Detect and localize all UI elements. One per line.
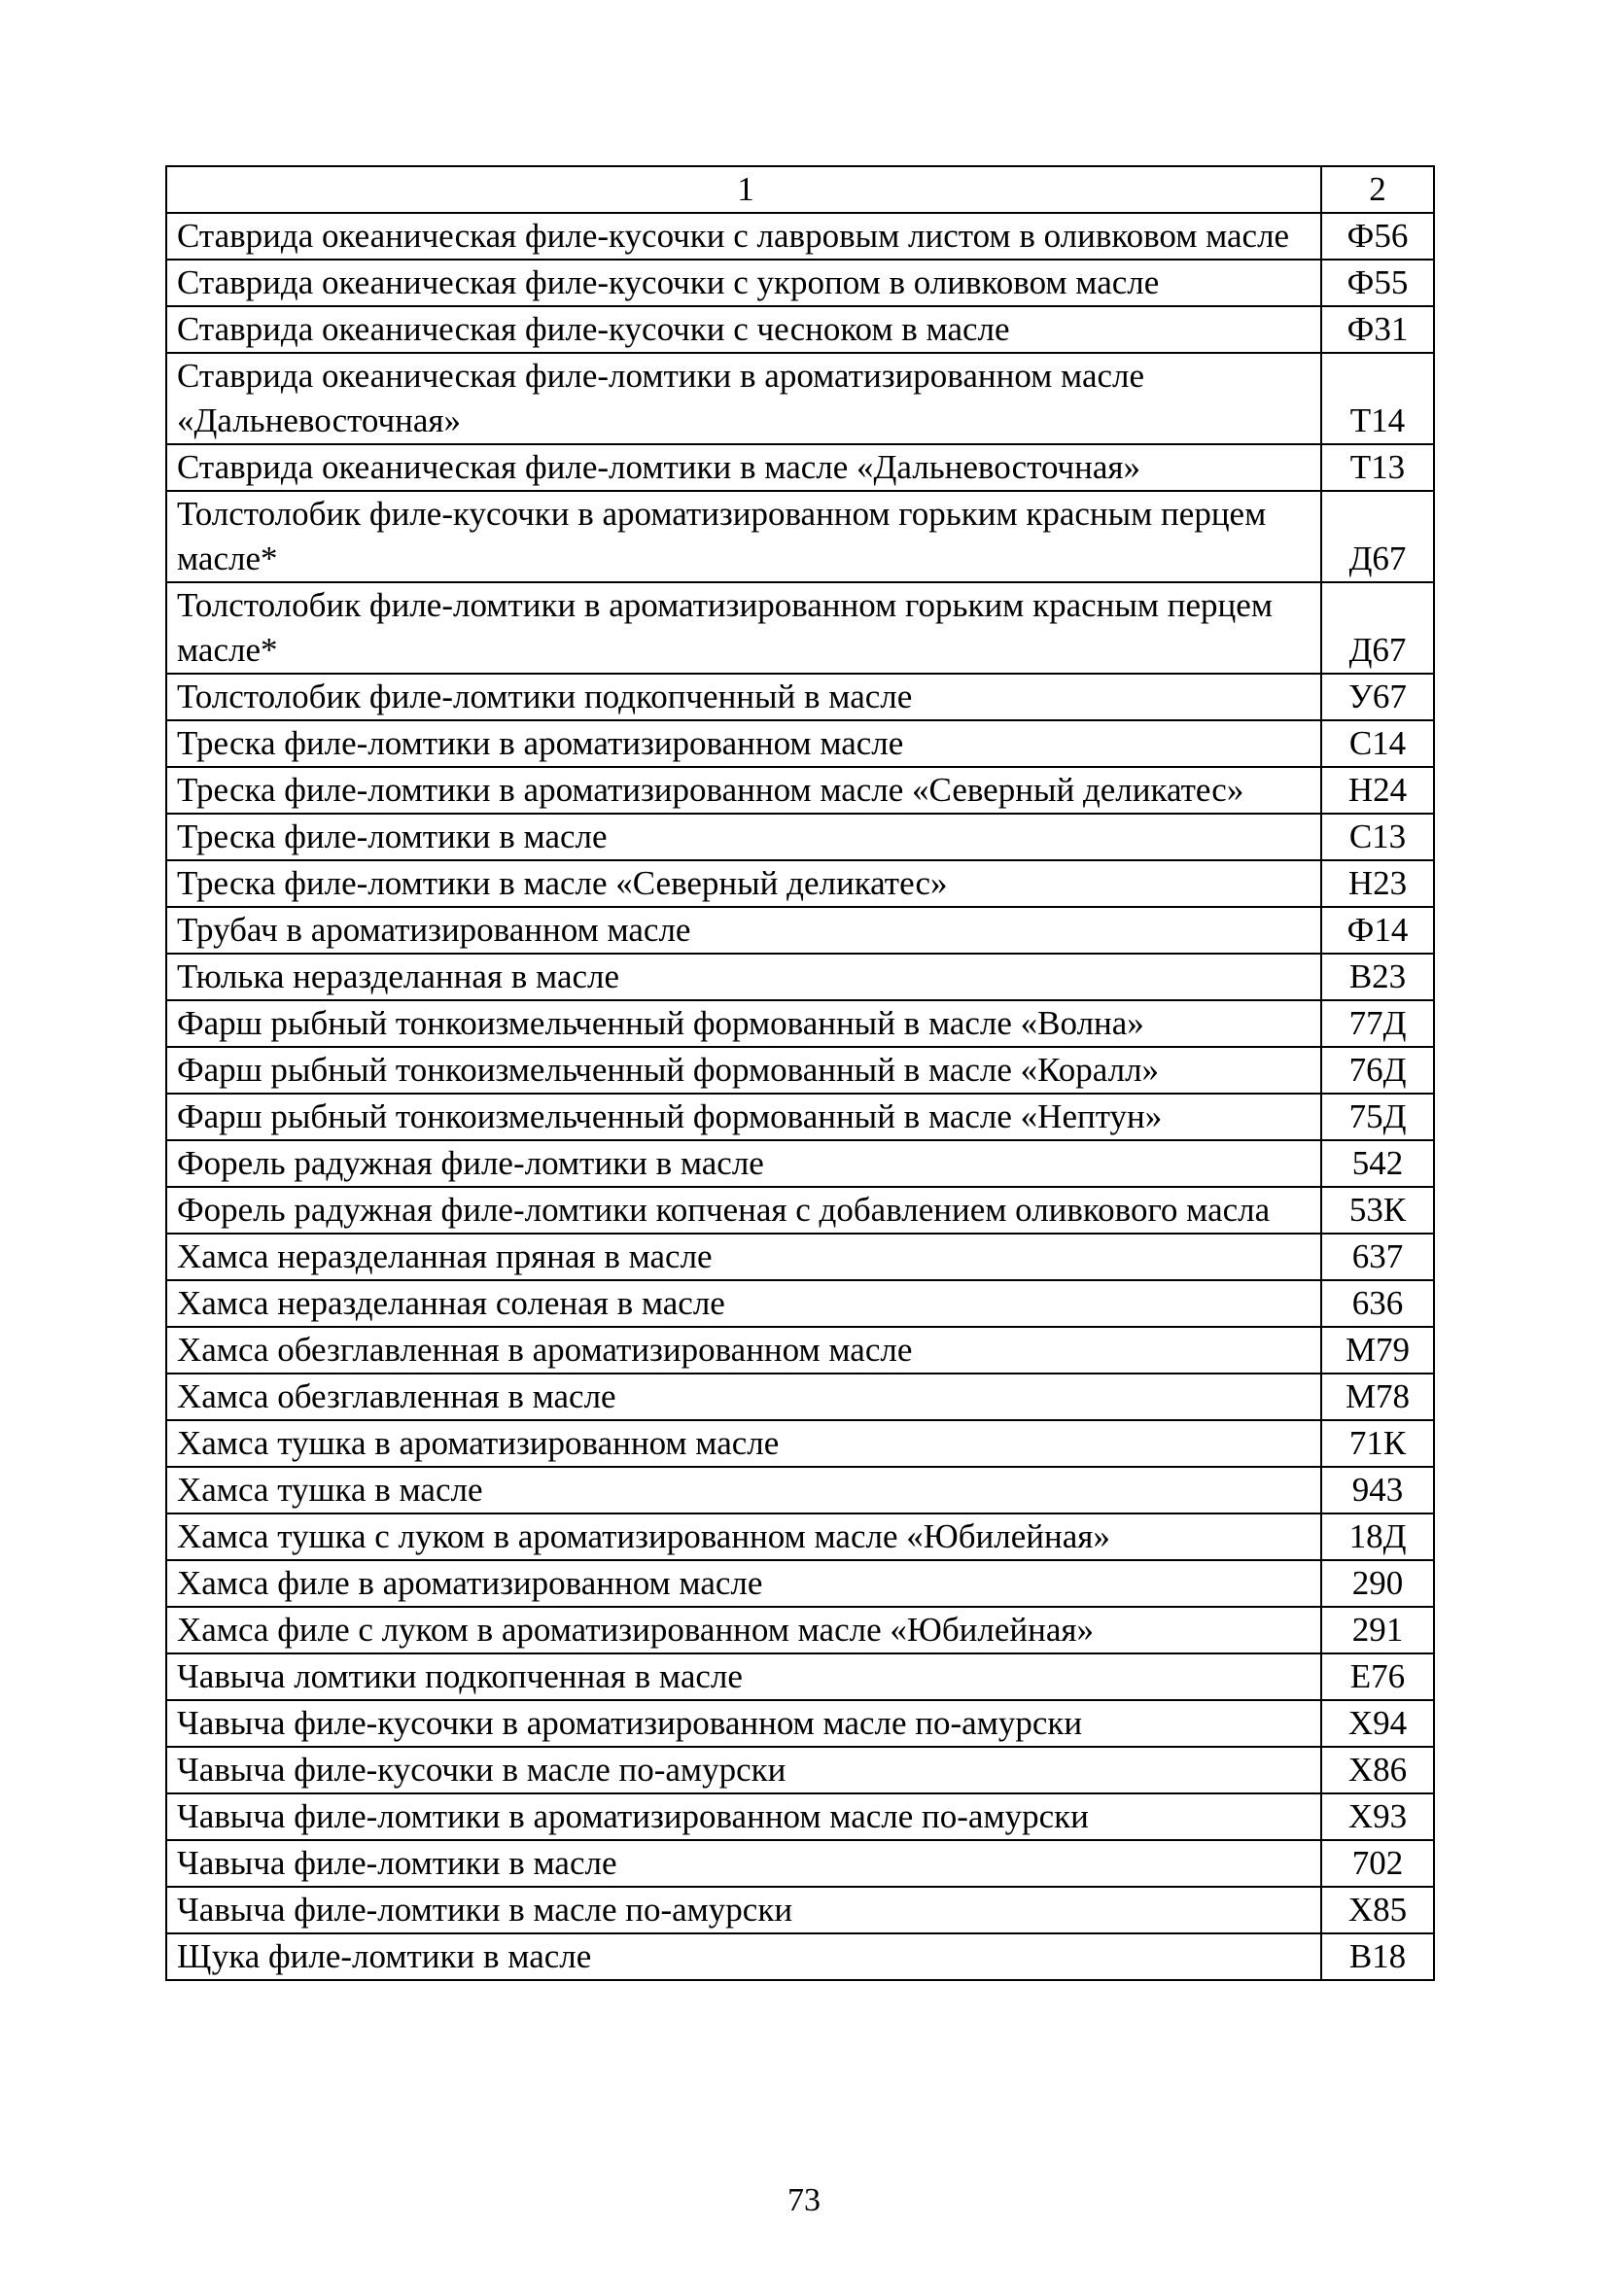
product-name-cell xyxy=(166,353,1321,444)
product-code: М78 xyxy=(1321,1374,1434,1420)
product-name: Хамса филе в ароматизированном масле xyxy=(177,1564,763,1602)
product-name-cell xyxy=(166,1607,1321,1653)
product-name: Чавыча филе-ломтики в ароматизированном масле по-амурски xyxy=(177,1797,1089,1835)
product-name-cell xyxy=(166,1840,1321,1887)
table-row xyxy=(166,1700,1434,1747)
product-name-cell xyxy=(166,1887,1321,1933)
table-row xyxy=(166,1374,1434,1420)
product-code: Д67 xyxy=(1321,582,1434,674)
product-code-table xyxy=(165,165,1435,1981)
table-row xyxy=(166,306,1434,353)
product-code: 53К xyxy=(1321,1187,1434,1234)
product-code: Д67 xyxy=(1321,491,1434,582)
product-name-cell xyxy=(166,814,1321,860)
product-name: Чавыча филе-кусочки в ароматизированном масле по-амурски xyxy=(177,1704,1083,1742)
product-name: Хамса обезглавленная в ароматизированном масле xyxy=(177,1331,913,1369)
table-body xyxy=(166,166,1434,1980)
product-name-cell xyxy=(166,1000,1321,1047)
table-row xyxy=(166,1467,1434,1513)
product-name: Чавыча филе-ломтики в масле по-амурски xyxy=(177,1891,793,1929)
product-name-cell xyxy=(166,1187,1321,1234)
table-row xyxy=(166,1933,1434,1980)
product-name-cell xyxy=(166,1700,1321,1747)
table-row xyxy=(166,767,1434,814)
column-number-1: 1 xyxy=(166,166,1321,213)
product-name: Треска филе-ломтики в масле «Северный деликатес» xyxy=(177,864,948,902)
product-code: Ф31 xyxy=(1321,306,1434,353)
product-name: Треска филе-ломтики в ароматизированном масле xyxy=(177,724,904,762)
product-code: Ф56 xyxy=(1321,213,1434,260)
table-row xyxy=(166,814,1434,860)
product-name: Хамса тушка с луком в ароматизированном масле «Юбилейная» xyxy=(177,1517,1110,1555)
product-name: Чавыча филе-кусочки в масле по-амурски xyxy=(177,1751,787,1789)
product-code: С13 xyxy=(1321,814,1434,860)
table-row xyxy=(166,1887,1434,1933)
product-name-cell xyxy=(166,1140,1321,1187)
product-name: Трубач в ароматизированном масле xyxy=(177,911,691,949)
table-row xyxy=(166,353,1434,444)
product-name-cell xyxy=(166,767,1321,814)
product-code: 77Д xyxy=(1321,1000,1434,1047)
product-name: Толстолобик филе-ломтики в ароматизированном горьким красным перцем масле* xyxy=(177,586,1273,669)
table-row xyxy=(166,1234,1434,1280)
product-code: 76Д xyxy=(1321,1047,1434,1094)
product-code: 702 xyxy=(1321,1840,1434,1887)
product-name: Ставрида океаническая филе-ломтики в масле «Дальневосточная» xyxy=(177,448,1141,486)
product-name-cell xyxy=(166,1747,1321,1793)
product-name-cell xyxy=(166,1653,1321,1700)
product-name-cell xyxy=(166,1560,1321,1607)
product-code: 75Д xyxy=(1321,1094,1434,1140)
product-name: Тюлька неразделанная в масле xyxy=(177,957,620,995)
table-row xyxy=(166,907,1434,954)
product-code: Т13 xyxy=(1321,444,1434,491)
table-row xyxy=(166,1747,1434,1793)
product-code: Н24 xyxy=(1321,767,1434,814)
table-row xyxy=(166,444,1434,491)
product-name: Фарш рыбный тонкоизмельченный формованный в масле «Волна» xyxy=(177,1004,1144,1042)
table-row xyxy=(166,1420,1434,1467)
product-name: Хамса обезглавленная в масле xyxy=(177,1377,616,1415)
table-row xyxy=(166,1513,1434,1560)
product-name-cell xyxy=(166,1047,1321,1094)
product-code: 18Д xyxy=(1321,1513,1434,1560)
product-code: Х94 xyxy=(1321,1700,1434,1747)
product-code: 542 xyxy=(1321,1140,1434,1187)
product-name: Чавыча филе-ломтики в масле xyxy=(177,1844,617,1882)
product-code: 290 xyxy=(1321,1560,1434,1607)
product-code: В18 xyxy=(1321,1933,1434,1980)
product-name: Хамса неразделанная пряная в масле xyxy=(177,1237,713,1275)
product-name-cell xyxy=(166,1420,1321,1467)
table-row xyxy=(166,860,1434,907)
product-code: Ф55 xyxy=(1321,260,1434,306)
product-code: Е76 xyxy=(1321,1653,1434,1700)
product-name: Форель радужная филе-ломтики в масле xyxy=(177,1144,764,1182)
product-name-cell xyxy=(166,1467,1321,1513)
product-name-cell xyxy=(166,1094,1321,1140)
table-row xyxy=(166,1047,1434,1094)
product-name-cell xyxy=(166,213,1321,260)
product-code: Ф14 xyxy=(1321,907,1434,954)
table-row xyxy=(166,674,1434,720)
product-code: Н23 xyxy=(1321,860,1434,907)
table-row xyxy=(166,1607,1434,1653)
table-row xyxy=(166,954,1434,1000)
product-name: Хамса тушка в масле xyxy=(177,1471,483,1509)
table-row xyxy=(166,1327,1434,1374)
product-name-cell xyxy=(166,582,1321,674)
product-name-cell xyxy=(166,720,1321,767)
product-code: Т14 xyxy=(1321,353,1434,444)
product-code: Х93 xyxy=(1321,1793,1434,1840)
product-name: Треска филе-ломтики в масле xyxy=(177,818,608,855)
table-row xyxy=(166,213,1434,260)
table-row xyxy=(166,1094,1434,1140)
product-code: В23 xyxy=(1321,954,1434,1000)
product-name-cell xyxy=(166,491,1321,582)
table-row xyxy=(166,1187,1434,1234)
product-code: 71К xyxy=(1321,1420,1434,1467)
product-code: Х86 xyxy=(1321,1747,1434,1793)
column-number-2: 2 xyxy=(1321,166,1434,213)
product-name-cell xyxy=(166,1933,1321,1980)
product-name: Фарш рыбный тонкоизмельченный формованный в масле «Нептун» xyxy=(177,1097,1163,1135)
product-code: М79 xyxy=(1321,1327,1434,1374)
product-name-cell xyxy=(166,1280,1321,1327)
product-name-cell xyxy=(166,860,1321,907)
product-code: 943 xyxy=(1321,1467,1434,1513)
product-name: Хамса неразделанная соленая в масле xyxy=(177,1284,725,1322)
table-row xyxy=(166,1280,1434,1327)
product-name-cell xyxy=(166,954,1321,1000)
product-name: Ставрида океаническая филе-кусочки с укропом в оливковом масле xyxy=(177,263,1160,301)
product-name-cell xyxy=(166,1374,1321,1420)
table-row xyxy=(166,1793,1434,1840)
product-name-cell xyxy=(166,1234,1321,1280)
product-name: Щука филе-ломтики в масле xyxy=(177,1937,592,1975)
product-name: Форель радужная филе-ломтики копченая с добавлением оливкового масла xyxy=(177,1191,1271,1229)
table-row xyxy=(166,1840,1434,1887)
product-name-cell xyxy=(166,674,1321,720)
table-row xyxy=(166,1140,1434,1187)
product-name-cell xyxy=(166,444,1321,491)
product-name-cell xyxy=(166,907,1321,954)
product-name-cell xyxy=(166,1793,1321,1840)
product-code: 291 xyxy=(1321,1607,1434,1653)
product-code: Х85 xyxy=(1321,1887,1434,1933)
product-code: 636 xyxy=(1321,1280,1434,1327)
table-row xyxy=(166,1653,1434,1700)
product-code: С14 xyxy=(1321,720,1434,767)
table-row xyxy=(166,491,1434,582)
product-name: Толстолобик филе-кусочки в ароматизированном горьким красным перцем масле* xyxy=(177,495,1267,577)
table-row xyxy=(166,260,1434,306)
product-name: Толстолобик филе-ломтики подкопченный в масле xyxy=(177,678,913,715)
product-name: Ставрида океаническая филе-кусочки с чесноком в масле xyxy=(177,310,1010,348)
product-name-cell xyxy=(166,260,1321,306)
table-row xyxy=(166,1560,1434,1607)
product-code: У67 xyxy=(1321,674,1434,720)
product-name: Ставрида океаническая филе-ломтики в ароматизированном масле «Дальневосточная» xyxy=(177,357,1145,439)
table-row xyxy=(166,582,1434,674)
product-name-cell xyxy=(166,1327,1321,1374)
product-name: Треска филе-ломтики в ароматизированном масле «Северный деликатес» xyxy=(177,771,1244,809)
product-name: Хамса тушка в ароматизированном масле xyxy=(177,1424,780,1462)
product-name-cell xyxy=(166,1513,1321,1560)
table-header-row xyxy=(166,166,1434,213)
product-code: 637 xyxy=(1321,1234,1434,1280)
table-row xyxy=(166,1000,1434,1047)
product-name: Ставрида океаническая филе-кусочки с лавровым листом в оливковом масле xyxy=(177,217,1290,255)
product-name-cell xyxy=(166,306,1321,353)
product-name: Хамса филе с луком в ароматизированном масле «Юбилейная» xyxy=(177,1611,1094,1649)
page-number: 73 xyxy=(787,2182,821,2218)
product-name: Фарш рыбный тонкоизмельченный формованный в масле «Коралл» xyxy=(177,1051,1160,1089)
product-name: Чавыча ломтики подкопченная в масле xyxy=(177,1657,743,1695)
table-row xyxy=(166,720,1434,767)
